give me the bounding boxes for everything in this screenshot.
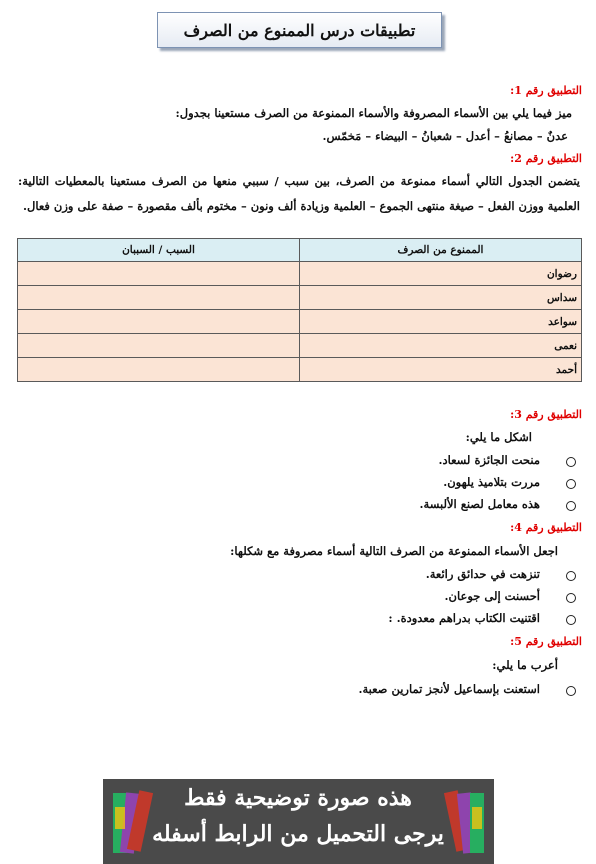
list-item (388, 567, 576, 589)
table-row (18, 358, 582, 382)
title-box (157, 12, 442, 48)
section-1-line-1: ميز فيما يلي بين الأسماء المصروفة والأسماء الممنوعة من الصرف مستعينا بجدول: (175, 106, 572, 120)
bullet-circle-icon (566, 571, 576, 581)
list-item-text: منحت الجائزة لسعاد. (438, 453, 540, 467)
list-item (388, 589, 576, 611)
list-item-text: استعنت بإسماعيل لأنجز تمارين صعبة. (358, 682, 540, 696)
table-cell-word: سداس (300, 286, 582, 310)
bullet-circle-icon (566, 615, 576, 625)
bullet-circle-icon (566, 501, 576, 511)
bullet-circle-icon (566, 593, 576, 603)
table-cell-cause[interactable] (18, 358, 300, 382)
table-header-row (18, 239, 582, 262)
table-cell-word: أحمد (300, 358, 582, 382)
list-item-text: اقتنيت الكتاب بدراهم معدودة. : (388, 611, 540, 625)
section-4-intro: اجعل الأسماء الممنوعة من الصرف التالية أسماء مصروفة مع شكلها: (230, 544, 558, 558)
list-item-text: تنزهت في حدائق رائعة. (425, 567, 540, 581)
page-title: تطبيقات درس الممنوع من الصرف (183, 20, 416, 40)
list-item (358, 682, 576, 704)
list-item-text: هذه معامل لصنع الألبسة. (419, 497, 540, 511)
section-3-heading: التطبيق رقم 3: (510, 408, 582, 421)
table-row (18, 286, 582, 310)
section-1-line-2: عدنٌ – مصانعُ – أعدل – شعبانُ – البيضاء – مَخمّس. (322, 129, 568, 143)
books-icon (444, 787, 488, 857)
table-row (18, 262, 582, 286)
table-cell-cause[interactable] (18, 310, 300, 334)
preview-banner (103, 779, 494, 864)
books-icon (109, 787, 153, 857)
bullet-circle-icon (566, 479, 576, 489)
banner-line-2: يرجى التحميل من الرابط أسفله (152, 821, 444, 847)
list-item (420, 453, 576, 475)
table-cell-word: رضوان (300, 262, 582, 286)
banner-line-1: هذه صورة توضيحية فقط (184, 785, 412, 811)
table-cell-word: نعمى (300, 334, 582, 358)
section-2-heading: التطبيق رقم 2: (510, 152, 582, 165)
list-item (388, 611, 576, 633)
table-header-cause: السبب / السببان (18, 239, 300, 262)
section-5-list (358, 682, 576, 704)
table-cell-cause[interactable] (18, 334, 300, 358)
list-item-text: أحسنت إلى جوعان. (444, 589, 540, 603)
bullet-circle-icon (566, 686, 576, 696)
section-2-paragraph: يتضمن الجدول التالي أسماء ممنوعة من الصرف، بين سبب / سببي منعها من الصرف مستعينا بالمعطيات التالية: العلمية ووزن الفعل – صيغة منتهى الجموع – العلمية وزيادة ألف ونون – مختوم بألف مقصورة – صفة على وزن فعال. (18, 174, 580, 213)
table-header-word: الممنوع من الصرف (300, 239, 582, 262)
section-3-intro: اشكل ما يلي: (465, 430, 532, 444)
table-cell-word: سواعد (300, 310, 582, 334)
section-4-list (388, 567, 576, 633)
table-row (18, 310, 582, 334)
list-item-text: مررت بتلاميذ يلهون. (443, 475, 540, 489)
causes-table (17, 238, 582, 382)
section-5-intro: أعرب ما يلي: (492, 658, 558, 672)
section-3-list (420, 453, 576, 519)
bullet-circle-icon (566, 457, 576, 467)
table-row (18, 334, 582, 358)
section-1-heading: التطبيق رقم 1: (510, 84, 582, 97)
section-5-heading: التطبيق رقم 5: (510, 635, 582, 648)
table-cell-cause[interactable] (18, 262, 300, 286)
list-item (420, 497, 576, 519)
list-item (420, 475, 576, 497)
table-cell-cause[interactable] (18, 286, 300, 310)
section-4-heading: التطبيق رقم 4: (510, 521, 582, 534)
